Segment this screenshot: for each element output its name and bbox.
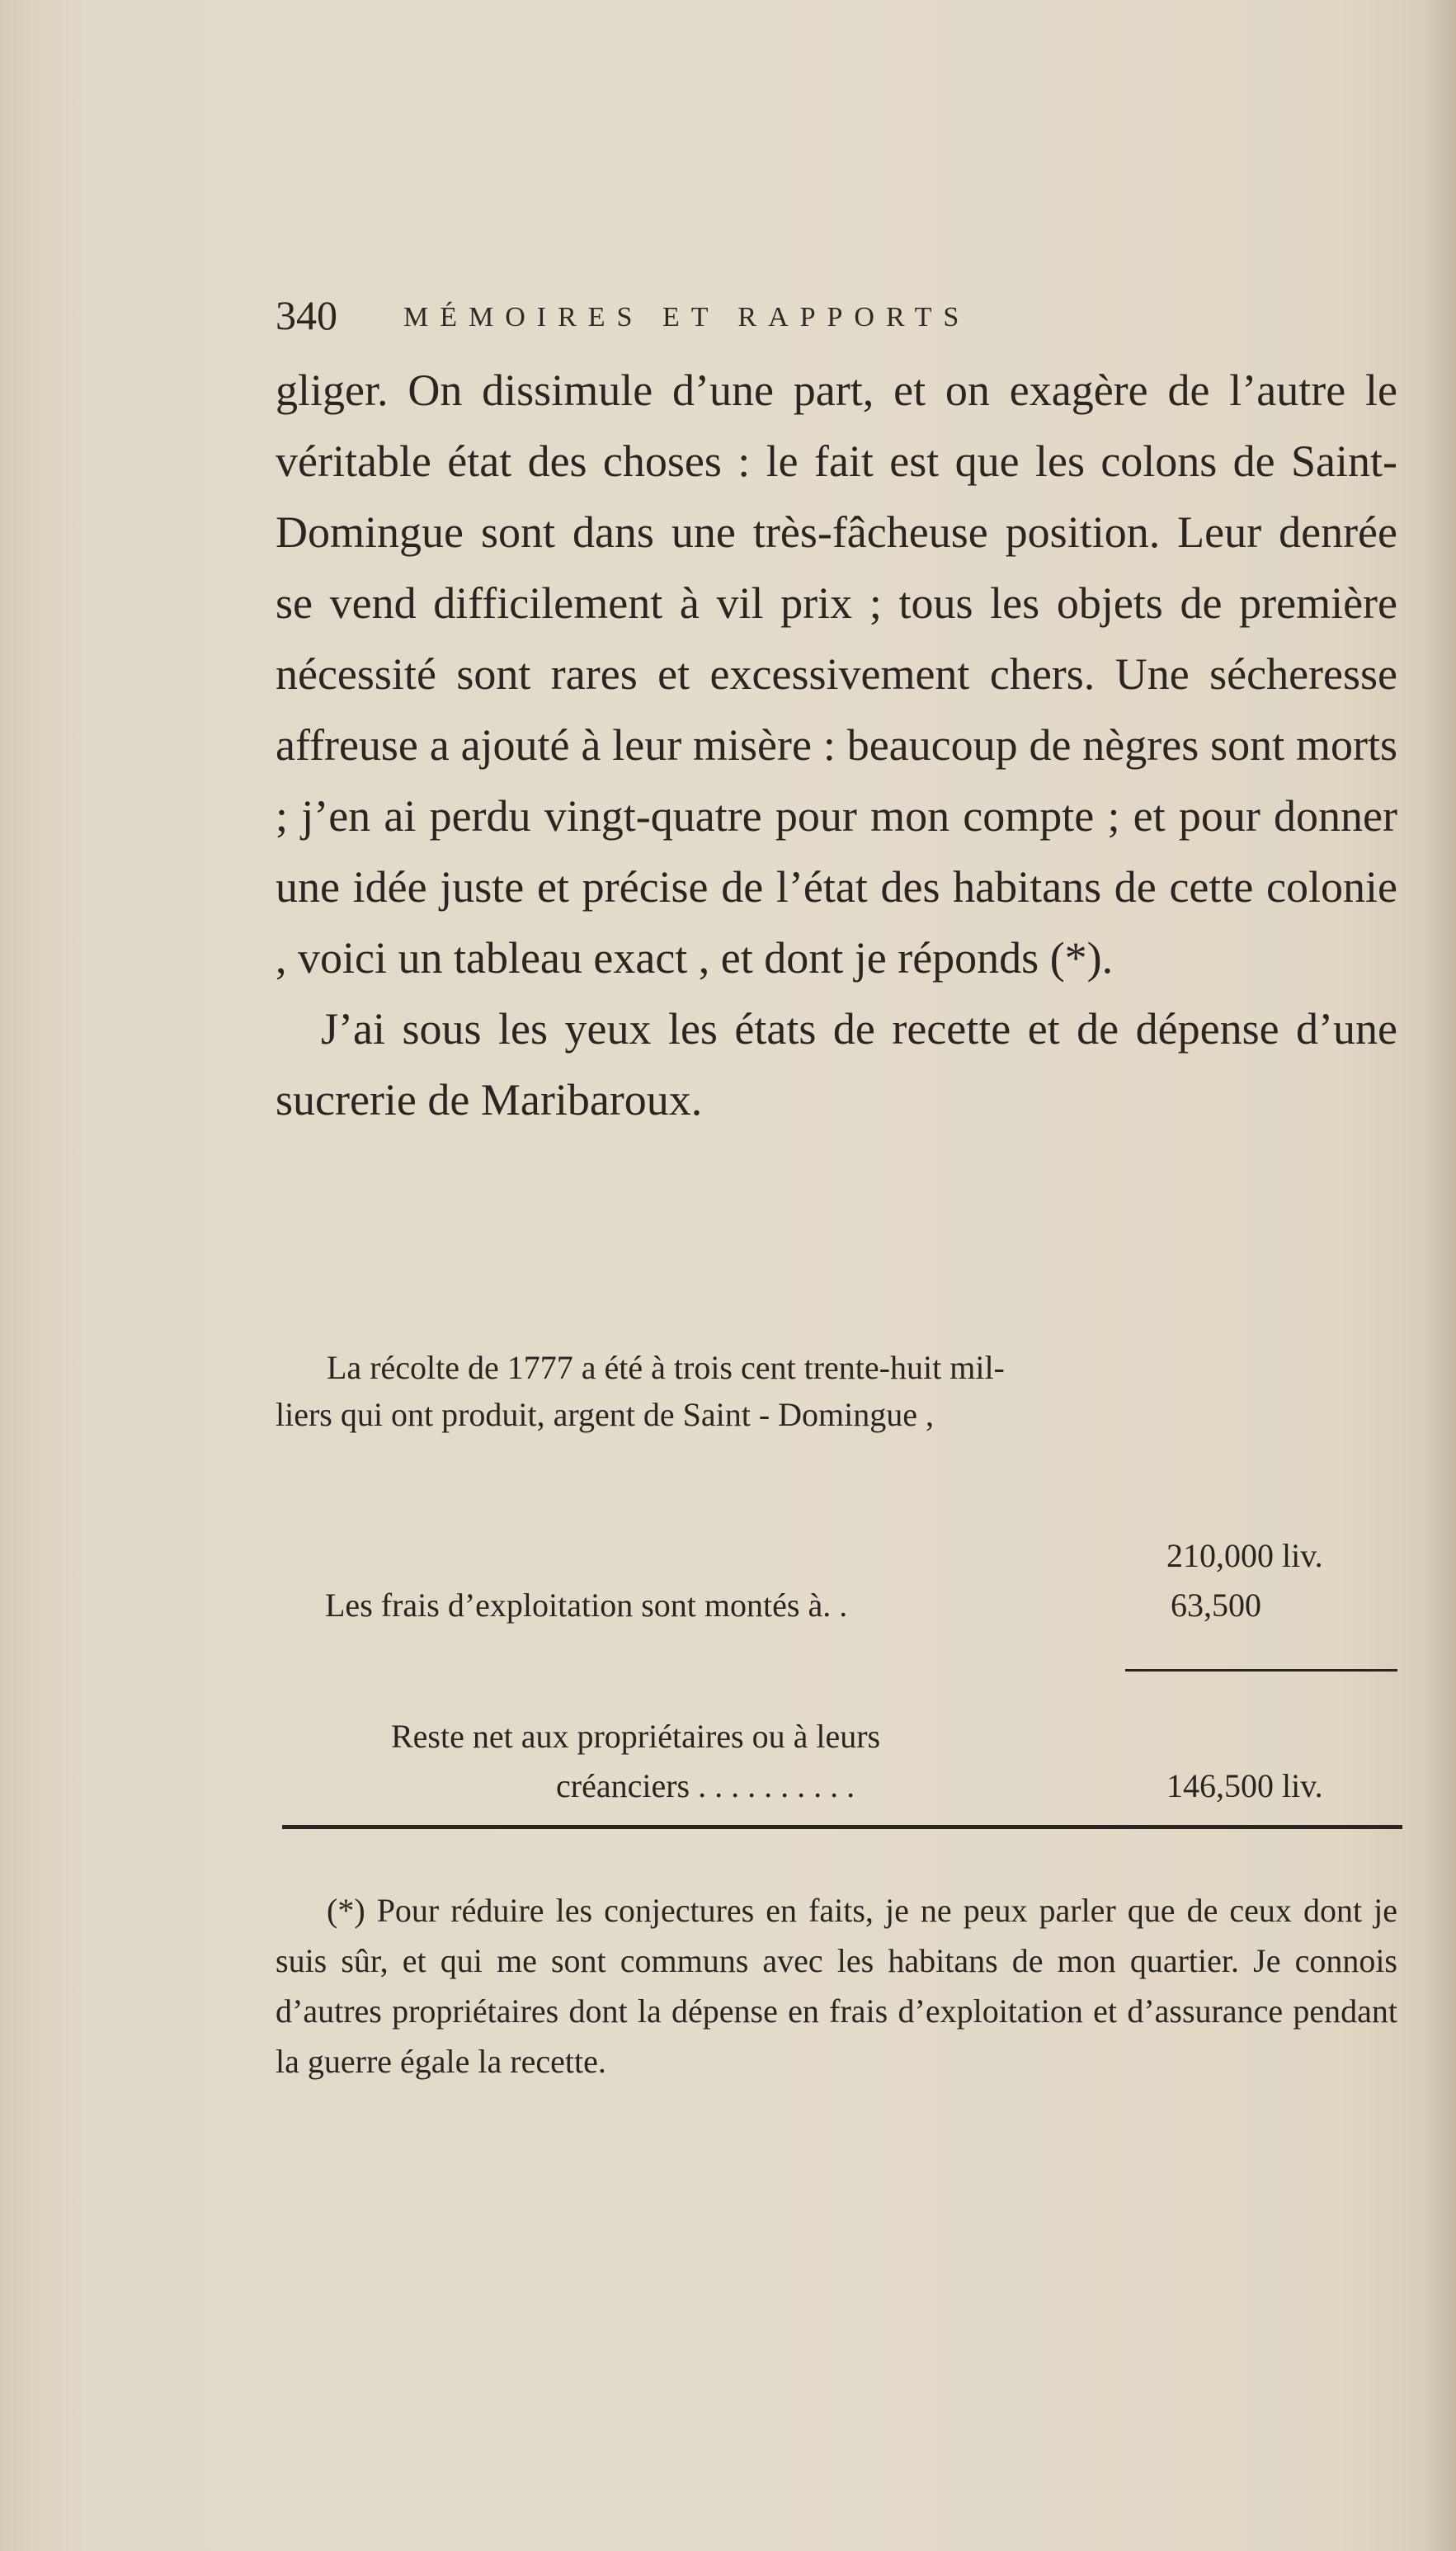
statement-line: liers qui ont produit, argent de Saint - Domingue , [276, 1396, 935, 1433]
footnote [276, 1885, 1397, 2087]
statement-line: La récolte de 1777 a été à trois cent trente-huit mil- [327, 1349, 1005, 1386]
running-head: MÉMOIRES ET RAPPORTS [403, 302, 971, 332]
paragraph: gliger. On dissimule d’une part, et on exagère de l’autre le véritable état des choses : le fait est que les colons de Saint-Domingue sont dans une très-fâcheuse position. Leur denrée se vend difficilement à vil prix ; tous les objets de première nécessité sont rares et excessivement chers. Une sécheresse affreuse a ajouté à leur misère : beaucoup de nègres sont morts ; j’en ai perdu vingt-quatre pour mon compte ; et pour donner une idée juste et précise de l’état des habitans de cette colonie , voici un tableau exact , et dont je réponds (*). [276, 365, 1397, 983]
footnote-separator [282, 1825, 1402, 1829]
paragraph: J’ai sous les yeux les états de recette et de dépense d’une sucrerie de Maribaroux. [276, 1004, 1397, 1125]
net-label: Reste net aux propriétaires ou à leurs [391, 1718, 881, 1755]
page-number: 340 [276, 292, 337, 338]
main-text [276, 355, 1397, 1135]
revenue-amount: 210,000 liv. [1166, 1537, 1323, 1574]
subtotal-rule [1125, 1669, 1397, 1672]
expenses-amount: 63,500 [1171, 1587, 1261, 1624]
net-amount: 146,500 liv. [1166, 1767, 1323, 1804]
expenses-label: Les frais d’exploitation sont montés à. . [325, 1587, 848, 1624]
footnote-text: (*) Pour réduire les conjectures en faits, je ne peux parler que de ceux dont je suis sûr, et qui me sont communs avec les habitans de mon quartier. Je connois d’autres propriétaires dont la dépense en frais d’exploitation et d’assurance pendant la guerre égale la recette. [276, 1892, 1397, 2080]
net-label: créanciers . . . . . . . . . . [556, 1767, 855, 1804]
page-header [276, 290, 1414, 340]
